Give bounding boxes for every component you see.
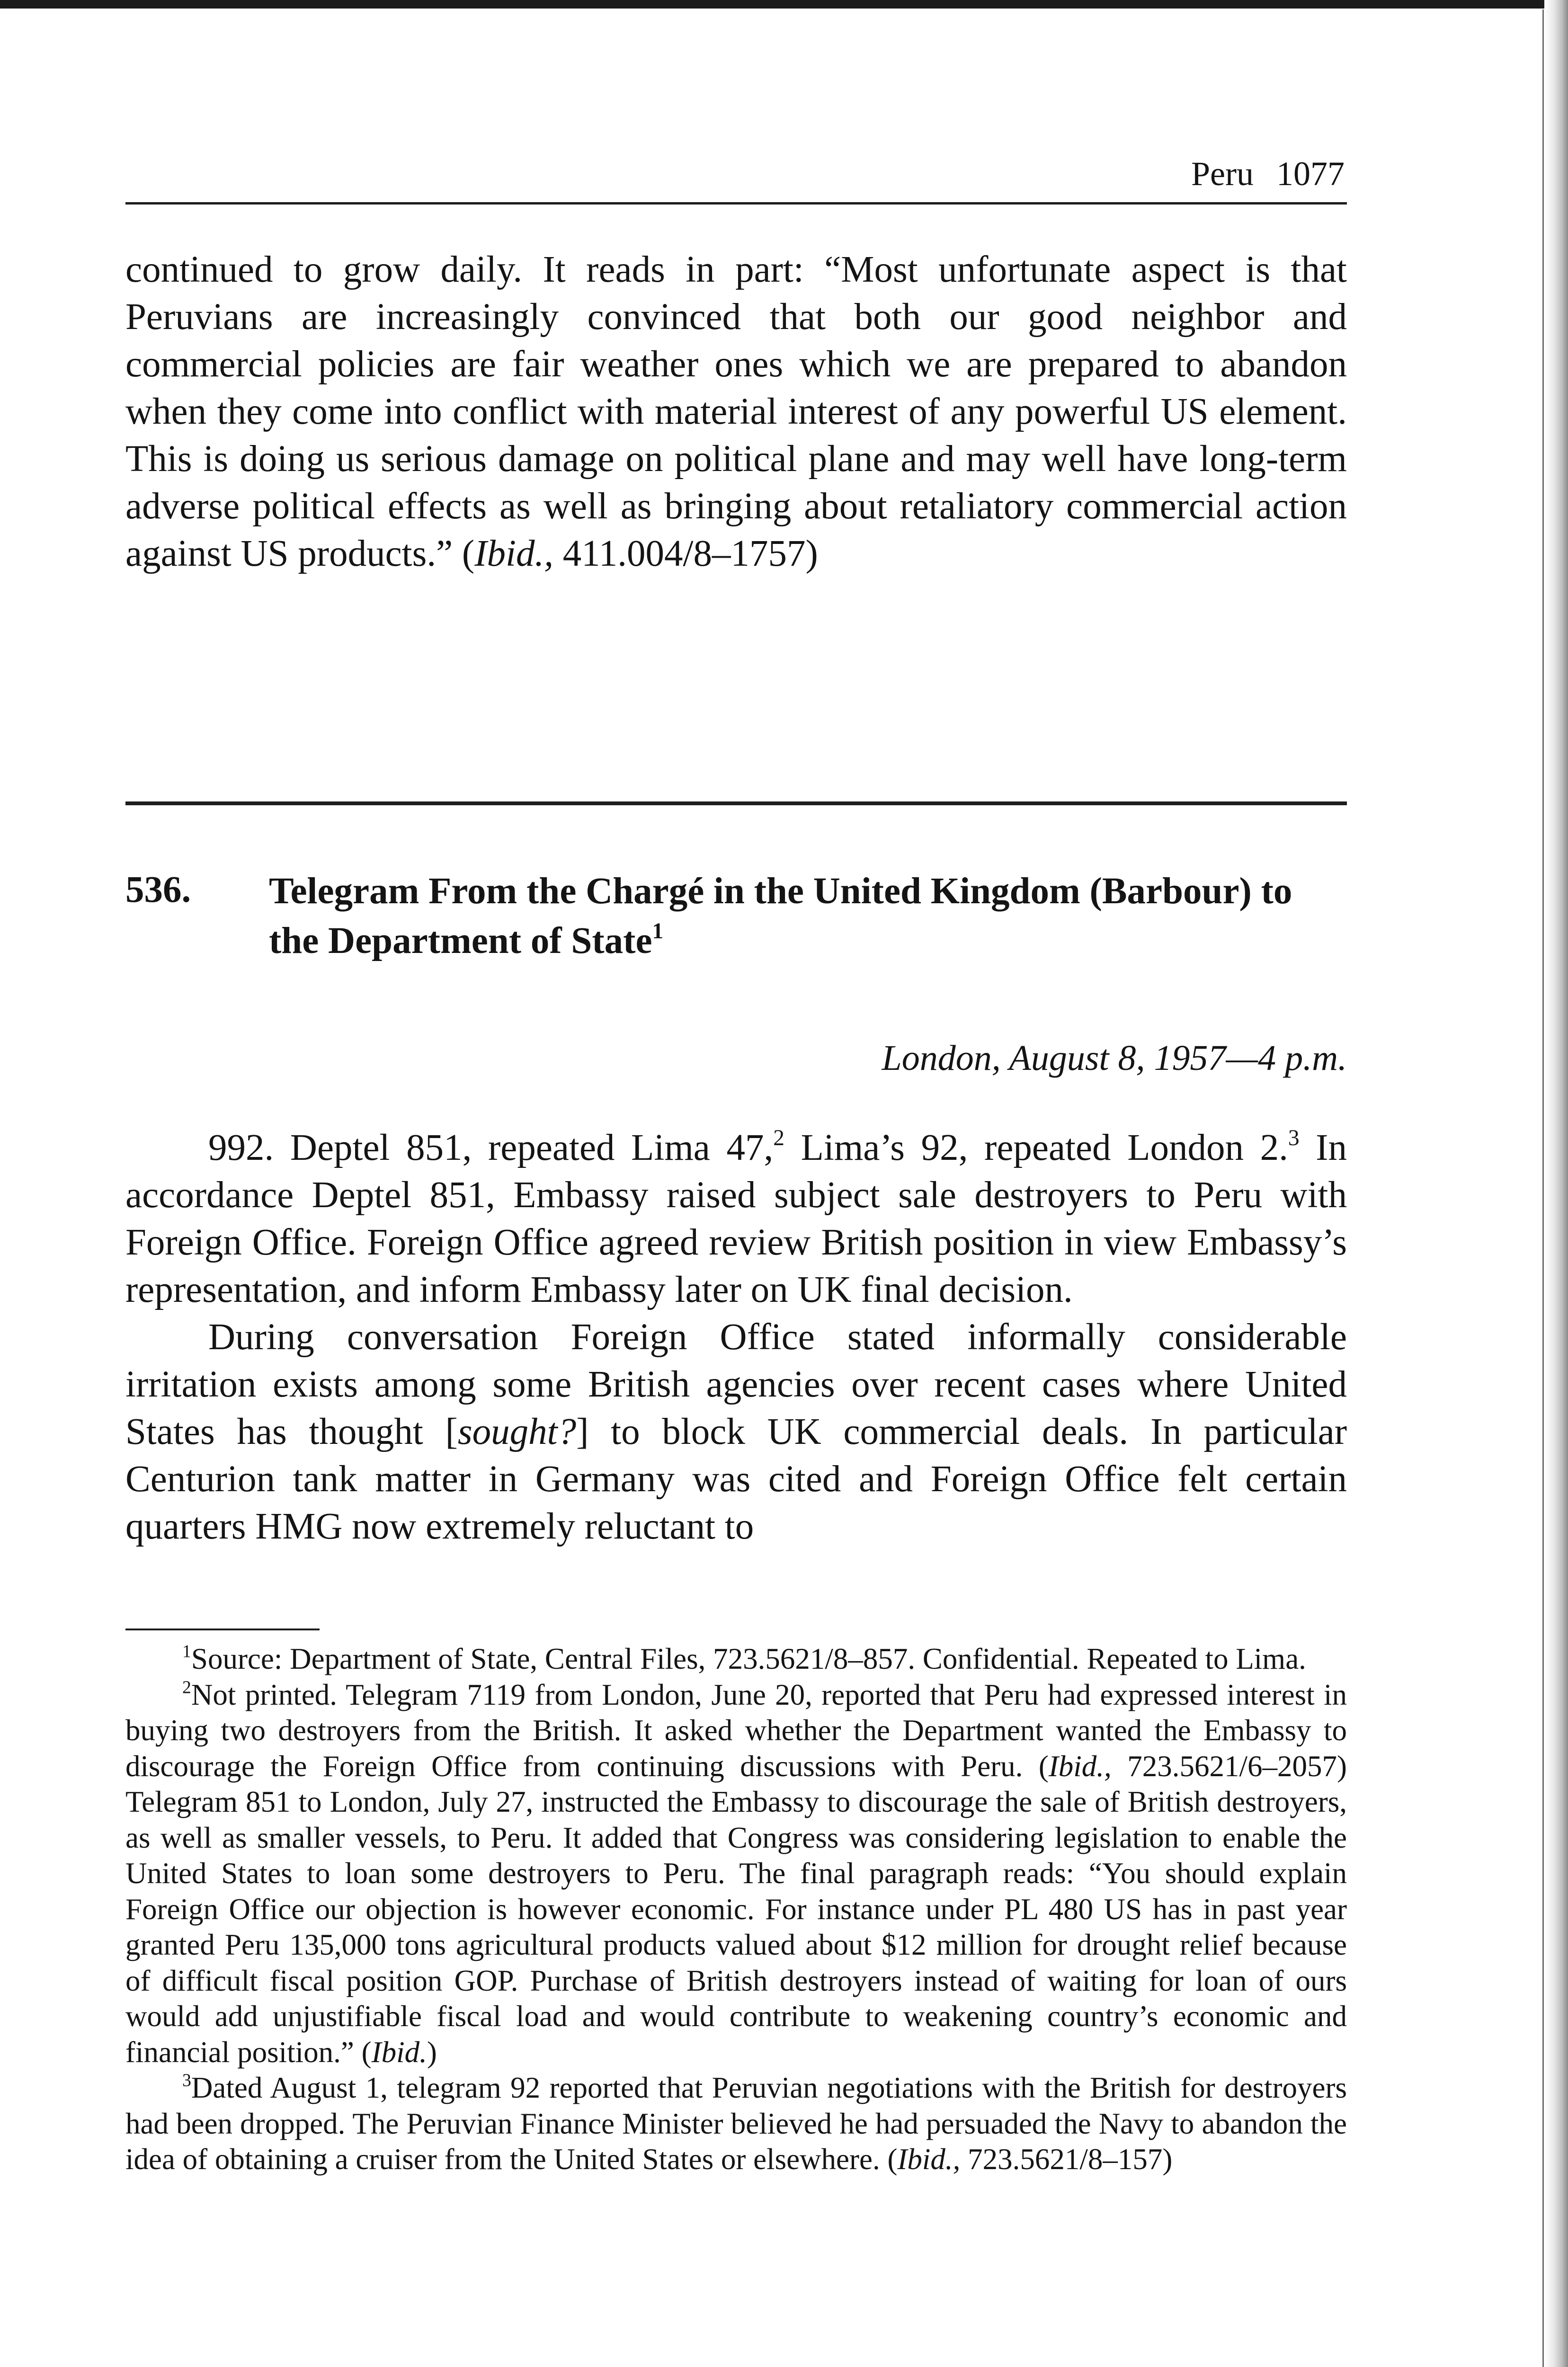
footnote-text: Dated August 1, telegram 92 reported that Peruvian negotiations with the British for destroyers had been dropped. The Peruvian Finance Minister believed he had persuaded the Navy to abandon the idea of obtaining a cruiser from the United States or elsewhere. (: [125, 2071, 1347, 2176]
footnote-ref: 2: [773, 1126, 784, 1151]
running-head-title: Peru: [1191, 155, 1254, 193]
running-head: [1122, 152, 1345, 195]
footnote-3: [125, 2070, 1347, 2178]
telegram-paragraph: [125, 1314, 1347, 1550]
footnote-1: [125, 1641, 1347, 1677]
document-title: [269, 866, 1310, 966]
paragraph-text: 992. Deptel 851, repeated Lima 47,: [208, 1127, 774, 1168]
document-title-text: Telegram From the Chargé in the United Kingdom (Barbour) to the Department of State: [269, 871, 1292, 961]
document-number: 536.: [125, 869, 191, 910]
telegram-paragraph: [125, 1124, 1347, 1314]
header-rule: [125, 202, 1347, 205]
footnote-text: Not printed. Telegram 7119 from London, June 20, reported that Peru had expressed interest in buying two destroyers from the British. It asked whether the Department wanted the Embassy to discourage the Foreign Office from continuing discussions with Peru. (: [125, 1678, 1347, 1783]
paragraph-italic: sought?: [457, 1411, 577, 1452]
section-rule: [125, 801, 1347, 805]
continued-citation: 411.004/8–1757): [553, 533, 818, 574]
footnote-text: Source: Department of State, Central Files, 723.5621/8–857. Confidential. Repeated to Lima.: [191, 1642, 1306, 1675]
footnote-rule: [125, 1628, 320, 1630]
footnote-2: [125, 1677, 1347, 2071]
paragraph-text: Lima’s 92, repeated London 2.: [784, 1127, 1288, 1168]
telegram-body: [125, 1124, 1347, 1550]
footnote-marker: 2: [182, 1677, 191, 1697]
scan-top-border: [0, 0, 1568, 9]
footnote-italic: Ibid.,: [897, 2143, 961, 2176]
dateline: London, August 8, 1957—4 p.m.: [882, 1038, 1347, 1078]
footnote-text: 723.5621/8–157): [960, 2143, 1173, 2176]
continued-ibid: Ibid.,: [474, 533, 553, 574]
footnote-marker: 3: [182, 2070, 191, 2091]
continued-paragraph: [125, 246, 1347, 578]
paragraph-text: In accordance Deptel 851, Embassy raised subject sale destroyers to Peru with Foreign Office. Foreign Office agreed review British position in view Embassy’s representation, and inform Embassy later on UK final decision.: [125, 1127, 1347, 1310]
footnote-italic: Ibid.: [371, 2035, 427, 2069]
paragraph-text: ] to block UK commercial deals. In particular Centurion tank matter in Germany was cited and Foreign Office felt certain quarters HMG now extremely reluctant to: [125, 1411, 1347, 1547]
footnote-ref: 3: [1288, 1126, 1300, 1151]
page-edge-line: [1542, 9, 1544, 2367]
page-number: 1077: [1276, 155, 1345, 193]
footnote-text: 723.5621/6–2057) Telegram 851 to London, July 27, instructed the Embassy to discourage the sale of British destroyers, as well as smaller vessels, to Peru. It added that Congress was considering legislation to enable the United States to loan some destroyers to Peru. The final paragraph reads: “You should explain Foreign Office our objection is however economic. For instance under PL 480 US has in past year granted Peru 135,000 tons agricultural products valued about $12 million for drought relief because of difficult fiscal position GOP. Purchase of British destroyers instead of waiting for loan of ours would add unjustifiable fiscal load and would contribute to weakening country’s economic and financial position.” (: [125, 1749, 1347, 2069]
continued-text: continued to grow daily. It reads in part: “Most unfortunate aspect is that Peruvians are increasingly convinced that both our good neighbor and commercial policies are fair weather ones which we are prepared to abandon when they come into conflict with material interest of any powerful US element. This is doing us serious damage on political plane and may well have long-term adverse political effects as well as bringing about retaliatory commercial action against US products.” (: [125, 249, 1347, 574]
footnote-marker: 1: [182, 1641, 191, 1662]
scan-right-edge: [1544, 0, 1568, 2367]
footnotes: [125, 1641, 1347, 2178]
paragraph-text: During conversation Foreign Office stated informally considerable irritation exists among some British agencies over recent cases where United States has thought [: [125, 1317, 1347, 1452]
footnote-italic: Ibid.,: [1048, 1749, 1112, 1783]
title-footnote-ref: 1: [652, 919, 664, 944]
footnote-text: ): [427, 2035, 437, 2069]
